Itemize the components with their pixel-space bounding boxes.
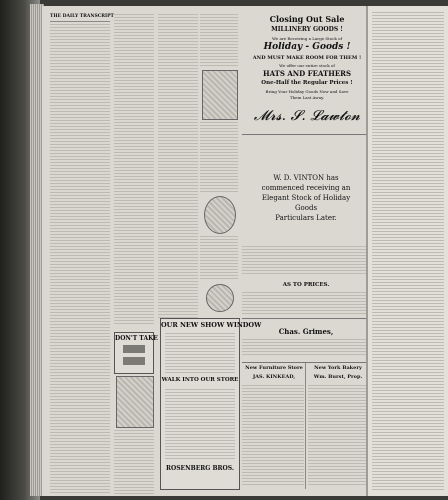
last-away-line: Them Last Away. — [289, 95, 325, 100]
adjacent-page-text — [372, 12, 444, 490]
vinton-ad — [242, 174, 370, 232]
ad-divider — [305, 363, 306, 489]
kinkead-text — [242, 385, 304, 487]
column-2-text — [114, 14, 154, 324]
kinkead-bakery-ads — [242, 362, 370, 489]
portrait-illustration — [204, 196, 236, 234]
furniture-store-heading: New Furniture Store — [245, 365, 303, 371]
middle-notices — [242, 246, 370, 316]
rosenberg-heading: ROSENBERG BROS. — [166, 465, 234, 472]
column-1-text — [50, 24, 110, 494]
offer-line: We offer our entire stock of — [279, 63, 335, 68]
advert-illustration — [116, 376, 154, 428]
figures-illustration — [202, 70, 238, 120]
column-3-text — [158, 14, 198, 319]
vinton-line-2: commenced receiving an — [261, 184, 351, 192]
show-window-list-text — [165, 389, 235, 459]
half-price-line: One-Half the Regular Prices ! — [261, 80, 353, 86]
signature-script: 𝓜𝓻𝓼. 𝓢. 𝓛𝓪𝔀𝓽𝓸𝓷 — [253, 108, 361, 124]
column-4-top-text — [200, 14, 238, 66]
make-room-line: AND MUST MAKE ROOM FOR THEM ! — [252, 55, 362, 61]
prices-heading: AS TO PRICES. — [282, 282, 330, 288]
closing-sale-title: Closing Out Sale — [269, 14, 345, 24]
adjacent-page — [366, 6, 448, 496]
dont-take-heading: DON'T TAKE — [115, 335, 158, 342]
vinton-line-5: Particulars Later. — [275, 214, 337, 222]
grimes-ad — [242, 318, 370, 359]
bakery-heading: New York Bakery — [314, 365, 362, 371]
prices-text — [242, 292, 370, 316]
vinton-line-3: Elegant Stock of Holiday — [261, 194, 351, 202]
vinton-line-1: W. D. VINTON has — [273, 174, 339, 182]
column-4-text-2 — [200, 236, 238, 280]
dont-take-block-2 — [123, 357, 145, 365]
dont-take-ad — [114, 332, 158, 374]
receiving-line: We are Receiving a Large Stock of — [272, 36, 342, 41]
millinery-line: MILLINERY GOODS ! — [271, 26, 343, 33]
column-4-mid-text — [200, 122, 238, 192]
grimes-text — [242, 339, 370, 357]
holiday-goods-line: Holiday - Goods ! — [263, 42, 351, 52]
show-window-ad — [160, 318, 262, 490]
hats-feathers-line: HATS AND FEATHERS — [262, 69, 352, 78]
bakery-text — [308, 385, 370, 487]
show-window-text — [165, 333, 235, 373]
kinkead-name: JAS. KINKEAD, — [252, 374, 296, 380]
bring-goods-line: Bring Your Holiday Goods Now and Save — [265, 89, 349, 94]
dont-take-block-1 — [123, 345, 145, 353]
middle-notice-text — [242, 246, 370, 276]
grimes-heading: Chas. Grimes, — [278, 327, 334, 336]
closing-sale-ad — [242, 14, 372, 135]
burst-name: Wm. Burst, Prop. — [313, 374, 363, 380]
column-1 — [50, 14, 114, 496]
show-window-heading: OUR NEW SHOW WINDOW — [161, 321, 262, 329]
seal-illustration — [206, 284, 234, 312]
walk-into-store-heading: WALK INTO OUR STORE — [161, 377, 239, 383]
column-2-lower-text — [114, 430, 154, 494]
masthead: THE DAILY TRANSCRIPT — [50, 14, 114, 19]
vinton-line-4: Goods — [294, 204, 318, 212]
masthead-rule — [50, 21, 110, 22]
column-2 — [114, 14, 158, 496]
